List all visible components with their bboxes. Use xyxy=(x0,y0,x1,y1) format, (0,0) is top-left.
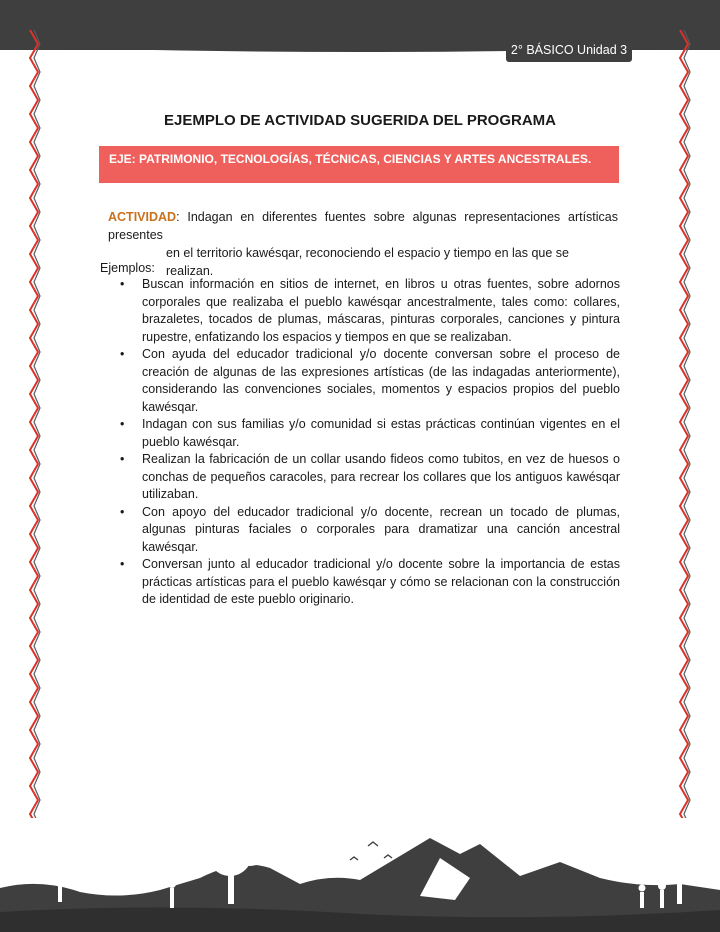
actividad-paragraph xyxy=(108,208,618,280)
actividad-text-line-2: en el territorio kawésqar, reconociendo el espacio y tiempo en las que se realizan. xyxy=(166,246,570,278)
bullet-icon: • xyxy=(120,417,125,431)
list-item: • Con ayuda del educador tradicional y/o docente conversan sobre el proceso de creación de algunas de las expresiones artísticas (de las indagadas anteriormente), considerando las convenciones sociales, momentos y espacios propios del pueblo kawésqar. xyxy=(120,347,620,414)
bullet-icon: • xyxy=(120,277,125,291)
footer-landscape-illustration xyxy=(0,818,720,932)
eje-text: EJE: PATRIMONIO, TECNOLOGÍAS, TÉCNICAS, CIENCIAS Y ARTES ANCESTRALES. xyxy=(109,152,592,166)
right-decorative-border xyxy=(674,30,696,860)
actividad-text-line-1: : Indagan en diferentes fuentes sobre algunas representaciones artísticas presentes xyxy=(108,210,618,242)
actividad-label: ACTIVIDAD xyxy=(108,210,177,224)
list-item: • Conversan junto al educador tradicional y/o docente sobre la importancia de estas prácticas artísticas para el pueblo kawésqar y cómo se relacionan con la construcción de identidad de este pueblo originario. xyxy=(120,557,620,606)
bullet-icon: • xyxy=(120,452,125,466)
list-item: • Con apoyo del educador tradicional y/o docente, recrean un tocado de plumas, algunas pinturas faciales o corporales para dramatizar una canción ancestral kawésqar. xyxy=(120,504,620,554)
bullet-icon: • xyxy=(120,347,125,361)
document-title: EJEMPLO DE ACTIVIDAD SUGERIDA DEL PROGRAMA xyxy=(164,112,556,129)
bullet-icon: • xyxy=(120,504,125,519)
examples-list xyxy=(118,276,620,609)
unit-label: 2° BÁSICO Unidad 3 xyxy=(506,38,632,62)
list-item: • Realizan la fabricación de un collar usando fideos como tubitos, en vez de huesos o conchas de pequeños caracoles, para recrear los collares que los antiguos kawésqar utilizaban. xyxy=(120,452,620,501)
list-item: • Indagan con sus familias y/o comunidad si estas prácticas continúan vigentes en el pueblo kawésqar. xyxy=(120,417,620,449)
left-decorative-border xyxy=(24,30,46,860)
ejemplos-label: Ejemplos: xyxy=(100,261,155,275)
eje-banner xyxy=(99,146,619,183)
bullet-icon: • xyxy=(120,557,125,571)
list-item: • Buscan información en sitios de internet, en libros u otras fuentes, sobre adornos corporales que realizaba el pueblo kawésqar ancestralmente, tales como: collares, brazaletes, tocados de plumas, máscaras, pinturas corporales, canciones y pintura rupestre, enfatizando los espacios y tiempos en que se realizaban. xyxy=(120,277,620,344)
